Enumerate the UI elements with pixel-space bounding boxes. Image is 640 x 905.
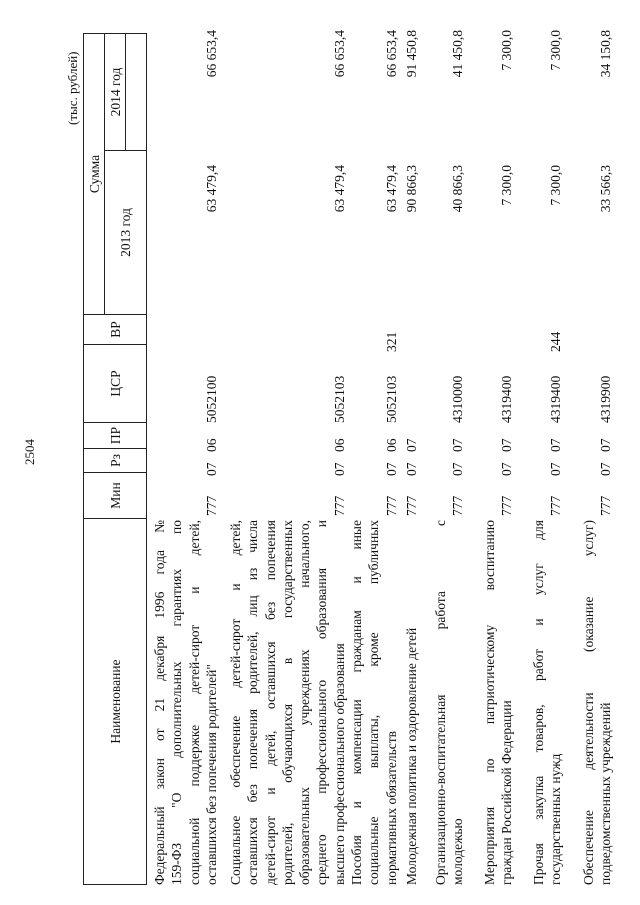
row-name-line: Федеральный закон от 21 декабря 1996 года №: [152, 520, 167, 885]
header-2013: 2013 год: [105, 151, 147, 315]
row-min: 777: [203, 495, 219, 516]
row-rz: 07: [331, 462, 347, 476]
row-name-line: среднего профессионального образования и: [314, 520, 330, 885]
header-name: Наименование: [84, 519, 147, 885]
row-min: 777: [383, 495, 399, 516]
row-rz: 07: [203, 462, 219, 476]
row-min: 777: [450, 495, 466, 516]
row-min: 777: [499, 495, 515, 516]
row-rz: 07: [450, 462, 466, 476]
row-csr: 5052100: [203, 375, 219, 423]
row-name: [151, 520, 220, 885]
row-min: 777: [331, 495, 347, 516]
row-name: [530, 520, 565, 885]
row-csr: 5052103: [383, 375, 399, 423]
header-pr: ПР: [84, 423, 147, 449]
row-rz: 07: [383, 462, 399, 476]
row-y2014: 7 300,0: [499, 30, 515, 71]
row-y2013: 7 300,0: [499, 165, 515, 206]
row-y2014: 91 450,8: [404, 30, 419, 78]
row-y2014: 66 653,4: [383, 30, 399, 78]
table-header: [83, 33, 147, 885]
row-csr: 4319400: [548, 375, 564, 423]
row-y2014: 66 653,4: [203, 30, 219, 78]
row-pr: 07: [450, 438, 466, 452]
row-name-line: оставшихся без попечения родителей, лиц из числа: [245, 520, 261, 885]
row-name: [580, 520, 615, 885]
row-name-line: Пособия и компенсации гражданам и иные: [349, 520, 364, 885]
row-y2013: 33 566,3: [598, 165, 614, 213]
row-y2014: 66 653,4: [331, 30, 347, 78]
row-y2013: 90 866,3: [404, 165, 419, 213]
row-name: [348, 520, 400, 885]
header-rz: Рз: [84, 449, 147, 473]
row-name-line: молодежью: [450, 818, 466, 885]
row-name-line: Социальное обеспечение детей-сирот и детей,: [228, 520, 243, 885]
row-vr: 321: [383, 331, 399, 352]
row-csr: 4319400: [499, 375, 515, 423]
row-name-line: Молодежная политика и оздоровление детей: [404, 627, 419, 885]
row-name-line: государственных нужд: [548, 753, 564, 885]
row-rz: 07: [499, 462, 515, 476]
header-csr: ЦСР: [84, 345, 147, 423]
row-name-line: Прочая закупка товаров, работ и услуг для: [531, 520, 546, 885]
row-name-line: образовательных учреждениях начального,: [297, 520, 313, 885]
row-name-line: подведомственных учреждений: [598, 702, 614, 885]
row-name-line: детей-сирот и детей, оставшихся без попечения: [262, 520, 278, 885]
row-rz: 07: [598, 462, 614, 476]
row-min: 777: [548, 495, 564, 516]
row-pr: 06: [383, 438, 399, 452]
row-name-line: оставшихся без попечения родителей": [203, 664, 219, 885]
page-number: 2504: [22, 439, 37, 465]
row-name: [403, 520, 420, 885]
row-name-line: Мероприятия по патриотическому воспитанию: [482, 520, 497, 885]
row-y2014: 7 300,0: [548, 30, 564, 71]
row-vr: 244: [548, 331, 564, 352]
header-vr: ВР: [84, 315, 147, 345]
row-name-line: граждан Российской Федерации: [499, 700, 515, 885]
row-min: 777: [598, 495, 614, 516]
row-name-line: нормативных обязательств: [383, 730, 399, 885]
header-min: Мин: [84, 473, 147, 519]
row-rz: 07: [548, 462, 564, 476]
row-y2013: 7 300,0: [548, 165, 564, 206]
row-name-line: социальной поддержке детей-сирот и детей,: [186, 520, 202, 885]
row-pr: 07: [404, 438, 419, 452]
row-pr: 07: [548, 438, 564, 452]
row-pr: 06: [203, 438, 219, 452]
header-sum: Сумма: [84, 34, 105, 315]
row-name-line: 159-ФЗ "О дополнительных гарантиях по: [169, 520, 185, 885]
row-rz: 07: [404, 462, 419, 476]
row-min: 777: [404, 495, 419, 516]
row-name-line: социальные выплаты, кроме публичных: [366, 520, 382, 885]
row-y2013: 63 479,4: [331, 165, 347, 213]
row-name-line: высшего профессионального образования: [331, 643, 347, 885]
row-y2013: 63 479,4: [203, 165, 219, 213]
header-2014-spacer: [126, 34, 147, 151]
row-name: [432, 520, 467, 885]
row-pr: 07: [598, 438, 614, 452]
units-label: (тыс. рублей): [65, 51, 80, 125]
row-name-line: Обеспечение деятельности (оказание услуг): [581, 520, 596, 885]
header-2014: 2014 год: [105, 34, 126, 151]
row-name-line: родителей, обучающихся в государственных: [279, 520, 295, 885]
row-y2014: 34 150,8: [598, 30, 614, 78]
row-csr: 5052103: [331, 375, 347, 423]
row-name-line: Организационно-воспитательная работа с: [433, 520, 448, 885]
row-pr: 06: [331, 438, 347, 452]
row-name: [481, 520, 516, 885]
row-csr: 4310000: [450, 375, 466, 423]
row-y2013: 63 479,4: [383, 165, 399, 213]
row-name: [227, 520, 348, 885]
row-pr: 07: [499, 438, 515, 452]
row-csr: 4319900: [598, 375, 614, 423]
row-y2014: 41 450,8: [450, 30, 466, 78]
row-y2013: 40 866,3: [450, 165, 466, 213]
